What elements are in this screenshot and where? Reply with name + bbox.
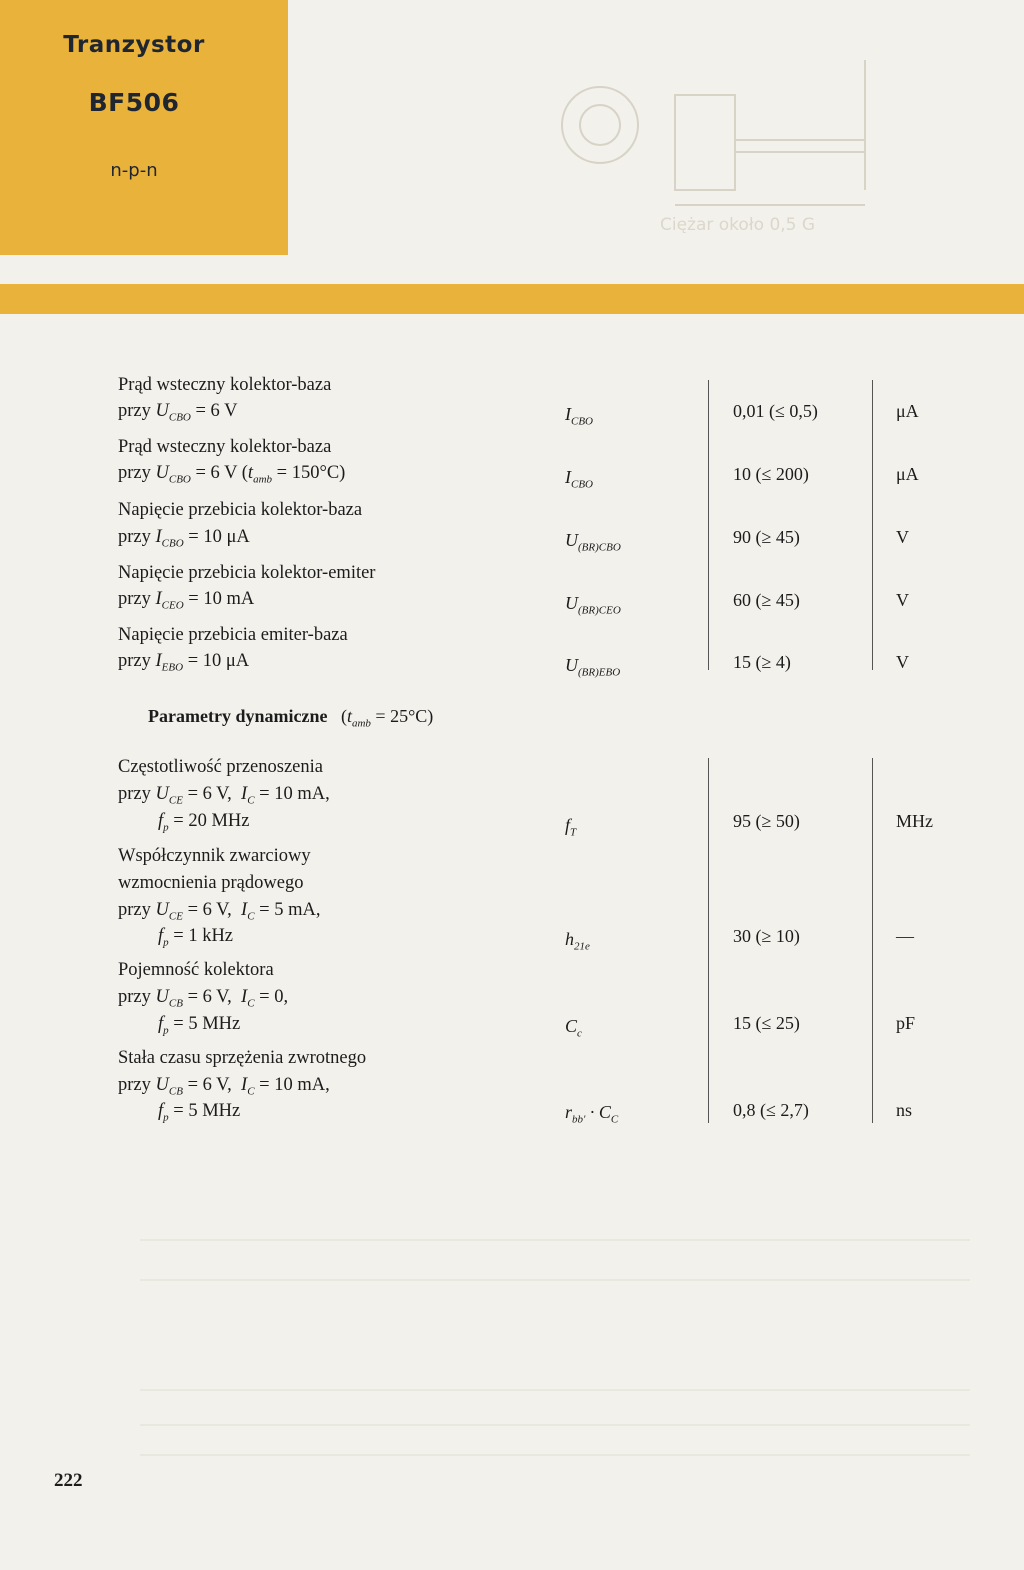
- param-label: Prąd wsteczny kolektor-baza: [118, 375, 332, 395]
- param-unit: ns: [896, 1100, 913, 1120]
- param-condition: $f_p = 5$ MHz: [158, 1014, 241, 1037]
- param-label: Napięcie przebicia emiter-baza: [118, 625, 348, 645]
- param-label: Częstotliwość przenoszenia: [118, 757, 323, 777]
- param-condition: przy $I_{EBO} = 10$ μA: [118, 651, 250, 674]
- param-condition: przy $I_{CBO} = 10$ μA: [118, 527, 250, 550]
- column-rule: [708, 758, 709, 1123]
- param-unit: V: [896, 527, 909, 547]
- param-condition: przy $U_{CE} = 6$ V, $I_C = 10$ mA,: [118, 784, 330, 807]
- column-rule: [872, 758, 873, 1123]
- param-symbol: $U_{(BR)CEO}$: [565, 593, 621, 617]
- param-condition: przy $U_{CBO} = 6$ V $(t_{amb} = 150^\circ C)$: [118, 463, 346, 486]
- param-value: 10 (≤ 200): [733, 464, 809, 484]
- param-symbol: $h_{21e}$: [565, 929, 590, 953]
- header-title: Tranzystor: [63, 32, 205, 58]
- bleed-through-table: [110, 1150, 990, 1480]
- param-value: 95 (≥ 50): [733, 811, 800, 831]
- header-type: n-p-n: [110, 160, 158, 181]
- param-unit: MHz: [896, 811, 933, 831]
- param-unit: μA: [896, 401, 919, 421]
- param-label: Współczynnik zwarciowy: [118, 846, 311, 866]
- param-value: 60 (≥ 45): [733, 590, 800, 610]
- param-unit: V: [896, 590, 909, 610]
- header-model: BF506: [88, 88, 180, 117]
- param-symbol: $I_{CBO}$: [565, 467, 593, 491]
- param-value: 0,01 (≤ 0,5): [733, 401, 818, 421]
- param-condition: przy $U_{CBO} = 6$ V: [118, 401, 238, 424]
- bleed-through-diagram: [520, 40, 900, 240]
- header-box: [0, 0, 288, 255]
- param-unit: V: [896, 652, 909, 672]
- param-label: Napięcie przebicia kolektor-emiter: [118, 563, 376, 583]
- param-condition: przy $I_{CEO} = 10$ mA: [118, 589, 255, 612]
- param-value: 15 (≥ 4): [733, 652, 791, 672]
- param-symbol: $C_c$: [565, 1016, 582, 1040]
- bleed-through-text: Ciężar około 0,5 G: [660, 215, 816, 235]
- param-symbol: $f_T$: [565, 815, 577, 839]
- param-condition: $f_p = 20$ MHz: [158, 811, 250, 834]
- param-value: 30 (≥ 10): [733, 926, 800, 946]
- param-unit: μA: [896, 464, 919, 484]
- header-stripe: [0, 284, 1024, 314]
- param-symbol: $I_{CBO}$: [565, 404, 593, 428]
- param-condition: przy $U_{CB} = 6$ V, $I_C = 10$ mA,: [118, 1075, 330, 1098]
- param-label: Pojemność kolektora: [118, 960, 274, 980]
- column-rule: [708, 380, 709, 670]
- param-value: 90 (≥ 45): [733, 527, 800, 547]
- section-heading: Parametry dynamiczne $(t_{amb} = 25^\circ C)$: [148, 706, 434, 730]
- param-condition: $f_p = 1$ kHz: [158, 926, 234, 949]
- param-condition: przy $U_{CB} = 6$ V, $I_C = 0$,: [118, 987, 289, 1010]
- param-condition: $f_p = 5$ MHz: [158, 1101, 241, 1124]
- param-label: Napięcie przebicia kolektor-baza: [118, 500, 363, 520]
- column-rule: [872, 380, 873, 670]
- param-label: Stała czasu sprzężenia zwrotnego: [118, 1048, 367, 1068]
- param-unit: pF: [896, 1013, 916, 1033]
- page-number: 222: [54, 1470, 83, 1491]
- param-symbol: $U_{(BR)EBO}$: [565, 655, 621, 679]
- section-title: Parametry dynamiczne: [148, 706, 328, 726]
- param-unit: —: [896, 926, 914, 946]
- param-condition: przy $U_{CE} = 6$ V, $I_C = 5$ mA,: [118, 900, 321, 923]
- param-label: wzmocnienia prądowego: [118, 873, 304, 893]
- param-value: 15 (≤ 25): [733, 1013, 800, 1033]
- param-label: Prąd wsteczny kolektor-baza: [118, 437, 332, 457]
- param-symbol: $U_{(BR)CBO}$: [565, 530, 621, 554]
- param-value: 0,8 (≤ 2,7): [733, 1100, 809, 1120]
- param-symbol: $r_{bb'} \cdot C_C$: [565, 1102, 619, 1126]
